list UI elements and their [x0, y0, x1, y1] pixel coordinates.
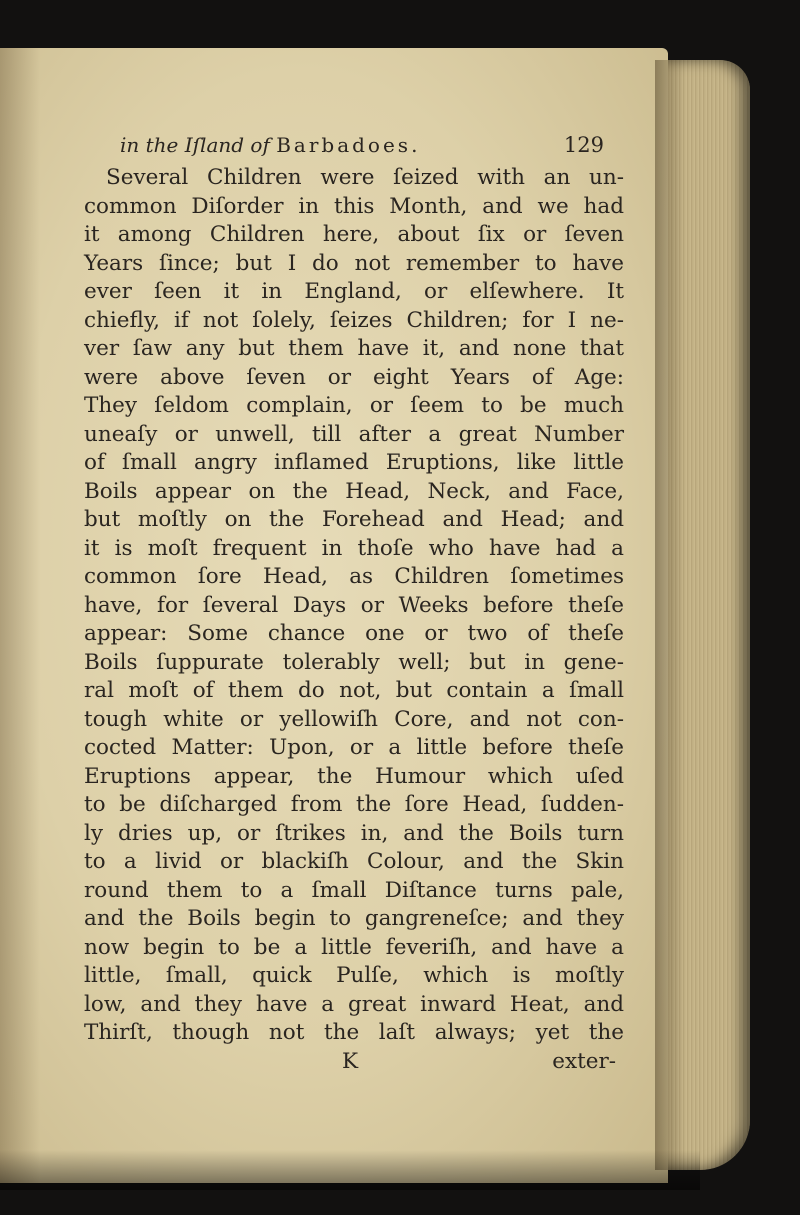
running-head — [84, 130, 624, 160]
text-line: have, for ſeveral Days or Weeks before theſe — [84, 592, 624, 618]
text-block — [84, 130, 624, 1076]
text-line: common Diſorder in this Month, and we had — [84, 193, 624, 219]
text-line: it among Children here, about ſix or ſeven — [84, 222, 624, 247]
text-line: to a livid or blackiſh Colour, and the Skin — [84, 849, 624, 874]
text-line: of ſmall angry inflamed Eruptions, like little — [84, 450, 624, 475]
text-line: Years ſince; but I do not remember to have — [84, 250, 624, 276]
text-line: uneaſy or unwell, till after a great Number — [84, 421, 624, 447]
text-line: and the Boils begin to gangreneſce; and they — [84, 906, 624, 931]
running-title — [120, 130, 420, 160]
text-line: were above ſeven or eight Years of Age: — [84, 364, 624, 390]
text-line: Boils appear on the Head, Neck, and Face, — [84, 478, 624, 504]
text-line: ever ſeen it in England, or elſewhere. It — [84, 279, 624, 304]
fore-edge-shadow — [655, 60, 685, 1170]
text-line: ral moſt of them do not, but contain a ſmall — [84, 678, 624, 703]
text-line: to be diſcharged from the ſore Head, ſudden- — [84, 792, 624, 817]
text-line: tough white or yellowiſh Core, and not con- — [84, 706, 624, 732]
text-line: They ſeldom complain, or ſeem to be much — [84, 393, 624, 418]
text-line: cocted Matter: Upon, or a little before theſe — [84, 735, 624, 760]
text-line: now begin to be a little feveriſh, and have a — [84, 934, 624, 960]
text-line: round them to a ſmall Diſtance turns pale, — [84, 877, 624, 903]
page-bottom-shadow — [0, 1150, 700, 1190]
catchword: exter- — [552, 1048, 616, 1074]
body-text — [84, 164, 624, 1048]
text-line: low, and they have a great inward Heat, and — [84, 991, 624, 1017]
text-line: Eruptions appear, the Humour which uſed — [84, 763, 624, 789]
text-line: Boils ſuppurate tolerably well; but in gene- — [84, 649, 624, 675]
text-line: Several Children were ſeized with an un- — [106, 165, 624, 190]
signature-mark: K — [342, 1048, 359, 1074]
page-footer — [84, 1048, 624, 1076]
text-line: appear: Some chance one or two of theſe — [84, 621, 624, 646]
text-line: ver ſaw any but them have it, and none that — [84, 336, 624, 361]
text-line: it is moſt frequent in thoſe who have had a — [84, 535, 624, 561]
text-line: common ſore Head, as Children ſometimes — [84, 564, 624, 589]
running-title-caps: Barbadoes. — [276, 133, 421, 157]
text-line: chiefly, if not ſolely, ſeizes Children; for I ne- — [84, 307, 624, 333]
page-gutter-shadow — [0, 48, 40, 1183]
page-number: 129 — [563, 133, 604, 157]
text-line: but moſtly on the Forehead and Head; and — [84, 507, 624, 532]
text-line: ly dries up, or ſtrikes in, and the Boils turn — [84, 820, 624, 846]
running-title-italic: in the Iſland of — [120, 133, 277, 157]
text-line: Thirſt, though not the laſt always; yet the — [84, 1020, 624, 1045]
text-line: little, ſmall, quick Pulſe, which is moſtly — [84, 963, 624, 988]
